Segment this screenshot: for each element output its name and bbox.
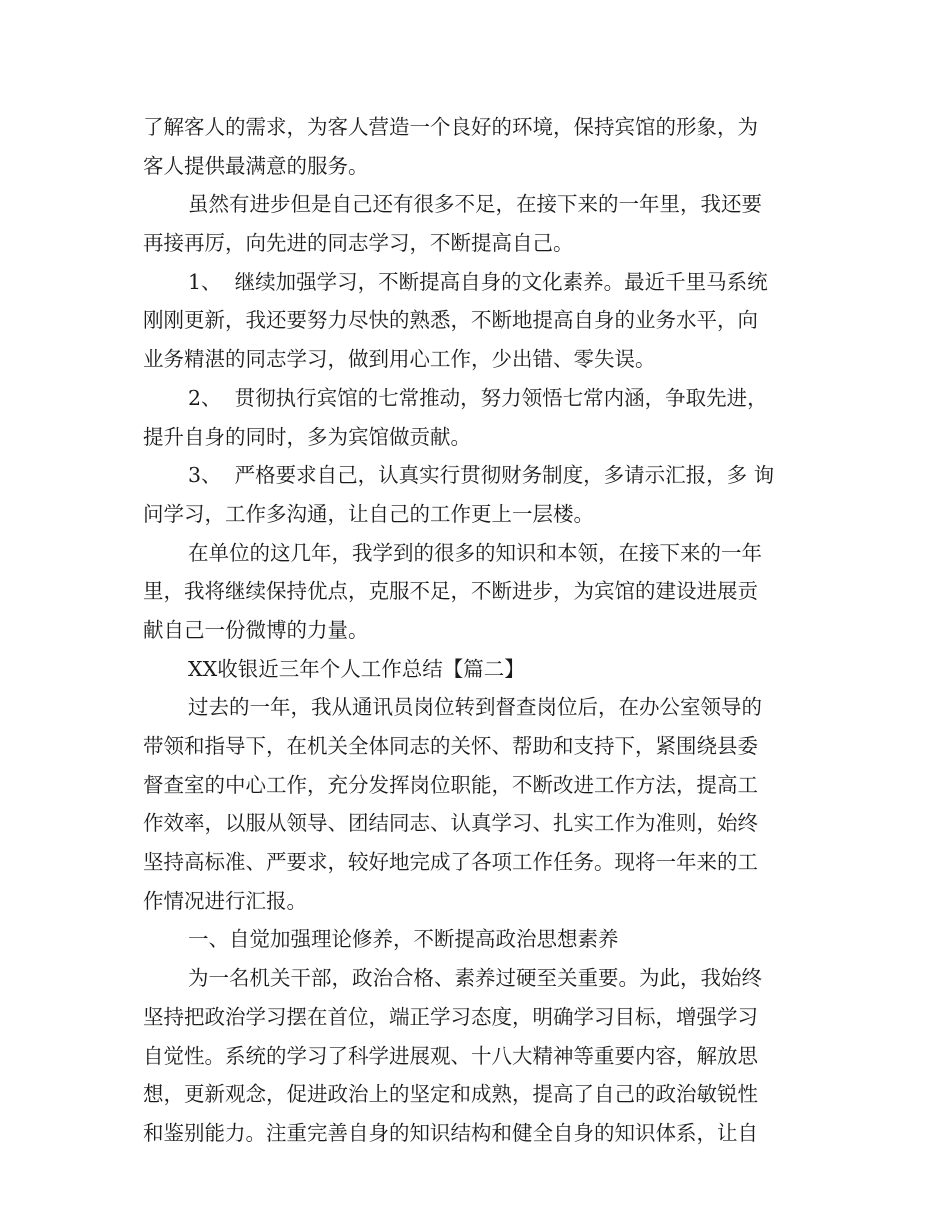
text-line: 客人提供最满意的服务。 xyxy=(143,153,369,178)
paragraph xyxy=(143,108,808,185)
text-line: 再接再厉，向先进的同志学习，不断提高自己。 xyxy=(143,231,574,256)
section-heading-text: XX收银近三年个人工作总结【篇二】 xyxy=(188,656,525,681)
subsection-heading-text: 一、自觉加强理论修养，不断提高政治思想素养 xyxy=(188,927,619,952)
text-line: 在单位的这几年，我学到的很多的知识和本领，在接下来的一年 xyxy=(188,540,762,565)
text-line: 和鉴别能力。注重完善自身的知识结构和健全自身的知识体系，让自 xyxy=(143,1120,758,1145)
text-line: 坚持把政治学习摆在首位，端正学习态度，明确学习目标，增强学习 xyxy=(143,1004,758,1029)
text-line: 提升自身的同时，多为宾馆做贡献。 xyxy=(143,424,471,449)
text-line: 作效率，以服从领导、团结同志、认真学习、扎实工作为准则，始终 xyxy=(143,811,758,836)
text-line: 3、 严格要求自己，认真实行贯彻财务制度，多请示汇报，多 询 xyxy=(188,463,775,488)
list-item xyxy=(143,263,808,379)
section-heading xyxy=(143,650,808,689)
paragraph xyxy=(143,959,808,1152)
text-line: 作情况进行汇报。 xyxy=(143,888,307,913)
paragraph xyxy=(143,688,808,920)
text-line: 1、 继续加强学习，不断提高自身的文化素养。最近千里马系统 xyxy=(188,269,768,294)
text-line: 2、 贯彻执行宾馆的七常推动，努力领悟七常内涵，争取先进， xyxy=(188,385,768,410)
document-page xyxy=(143,108,808,1153)
text-line: 督查室的中心工作，充分发挥岗位职能，不断改进工作方法，提高工 xyxy=(143,772,758,797)
text-line: 虽然有进步但是自己还有很多不足，在接下来的一年里，我还要 xyxy=(188,192,762,217)
subsection-heading xyxy=(143,920,808,959)
text-line: 了解客人的需求，为客人营造一个良好的环境，保持宾馆的形象，为 xyxy=(143,115,758,139)
list-item xyxy=(143,379,808,456)
text-line: 业务精湛的同志学习，做到用心工作，少出错、零失误。 xyxy=(143,347,656,372)
paragraph xyxy=(143,185,808,262)
list-item xyxy=(143,456,808,533)
text-line: 刚刚更新，我还要努力尽快的熟悉，不断地提高自身的业务水平，向 xyxy=(143,308,758,333)
text-line: 献自己一份微博的力量。 xyxy=(143,617,369,642)
paragraph xyxy=(143,534,808,650)
text-line: 想，更新观念，促进政治上的坚定和成熟，提高了自己的政治敏锐性 xyxy=(143,1082,758,1107)
text-line: 自觉性。系统的学习了科学进展观、十八大精神等重要内容，解放思 xyxy=(143,1043,758,1068)
text-line: 里，我将继续保持优点，克服不足，不断进步，为宾馆的建设进展贡 xyxy=(143,579,758,604)
text-line: 问学习，工作多沟通，让自己的工作更上一层楼。 xyxy=(143,501,594,526)
text-line: 带领和指导下，在机关全体同志的关怀、帮助和支持下，紧围绕县委 xyxy=(143,734,758,758)
text-line: 过去的一年，我从通讯员岗位转到督查岗位后，在办公室领导的 xyxy=(188,695,762,720)
text-line: 坚持高标准、严要求，较好地完成了各项工作任务。现将一年来的工 xyxy=(143,850,758,875)
text-line: 为一名机关干部，政治合格、素养过硬至关重要。为此，我始终 xyxy=(188,966,762,991)
